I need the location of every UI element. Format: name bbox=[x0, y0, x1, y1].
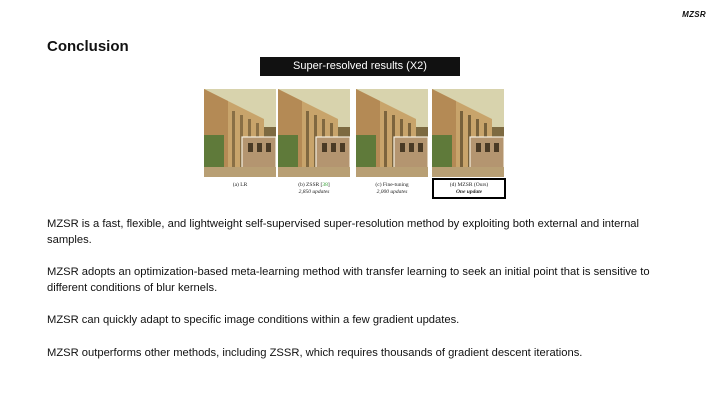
panel-caption-mzsr: (d) MZSR (Ours) bbox=[449, 182, 489, 188]
slide-title: Conclusion bbox=[47, 38, 129, 55]
panel-subcaption-finetuning: 2,000 updates bbox=[376, 189, 408, 195]
panel-caption-finetuning: (c) Fine-tuning bbox=[375, 182, 409, 188]
citation-ref: 38 bbox=[322, 182, 328, 188]
figure-banner: Super-resolved results (X2) bbox=[260, 57, 460, 76]
conclusion-paragraph-4: MZSR outperforms other methods, including ZSSR, which requires thousands of gradient descent iterations. bbox=[47, 347, 583, 359]
corner-label: MZSR bbox=[682, 10, 706, 19]
result-panel-finetuning bbox=[356, 89, 428, 177]
conclusion-paragraph-2: MZSR adopts an optimization-based meta-learning method with transfer learning to seek an initial point that is sensitive to different conditions of blur kernels. bbox=[47, 266, 650, 294]
result-panel-zssr bbox=[278, 89, 350, 177]
panel-subcaption-zssr: 2,850 updates bbox=[298, 189, 330, 195]
caption-prefix: (b) ZSSR [ bbox=[298, 182, 323, 188]
building-image bbox=[356, 89, 428, 177]
result-panel-mzsr bbox=[432, 89, 504, 177]
caption-suffix: ] bbox=[327, 182, 330, 188]
panel-caption-lr: (a) LR bbox=[232, 182, 248, 188]
building-image bbox=[204, 89, 276, 177]
conclusion-paragraph-1: MZSR is a fast, flexible, and lightweight self-supervised super-resolution method by exploiting both external and internal samples. bbox=[47, 218, 640, 246]
conclusion-paragraph-3: MZSR can quickly adapt to specific image conditions within a few gradient updates. bbox=[47, 314, 460, 326]
highlight-box bbox=[432, 178, 506, 199]
building-image bbox=[432, 89, 504, 177]
panel-caption-zssr bbox=[278, 182, 350, 189]
result-panel-lr bbox=[204, 89, 276, 177]
building-image bbox=[278, 89, 350, 177]
panel-subcaption-mzsr: One update bbox=[455, 189, 483, 195]
